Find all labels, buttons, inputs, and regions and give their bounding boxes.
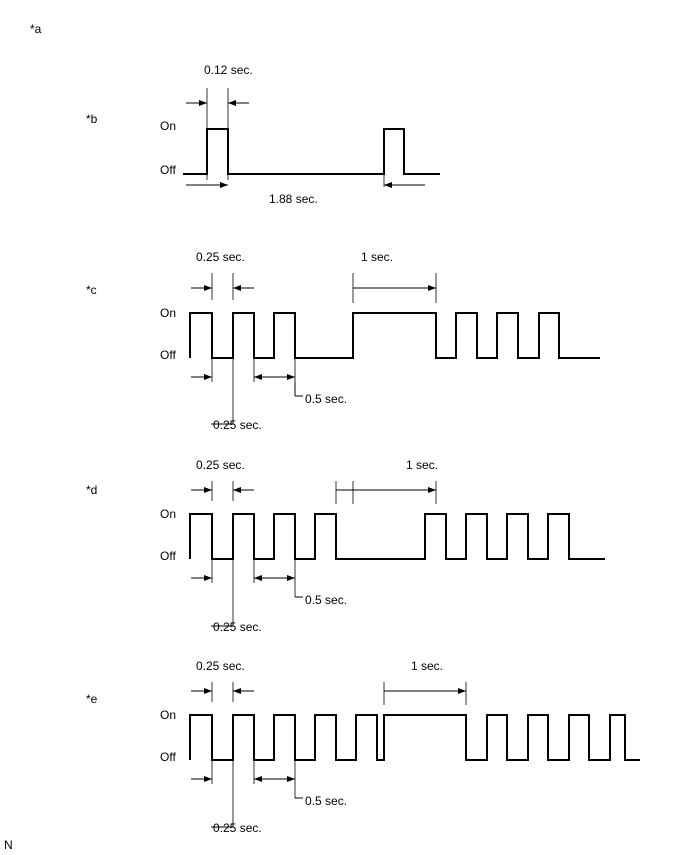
row-c-top-dim-label: 0.25 sec. bbox=[196, 250, 245, 264]
row-d-top-dim2-label: 1 sec. bbox=[406, 458, 439, 472]
row-b-bottom-dim-label: 1.88 sec. bbox=[269, 192, 318, 206]
row-b-on-label: On bbox=[160, 119, 177, 133]
row-e-leader2-label: 0.25 sec. bbox=[213, 821, 262, 835]
row-d-off-label: Off bbox=[160, 549, 176, 563]
row-c-label: *c bbox=[86, 283, 97, 297]
row-e-off-label: Off bbox=[160, 750, 176, 764]
note-n: N bbox=[4, 838, 13, 852]
row-e-leader1-label: 0.5 sec. bbox=[305, 794, 348, 808]
row-c-leader2-label: 0.25 sec. bbox=[213, 418, 262, 432]
row-e-on-label: On bbox=[160, 708, 177, 722]
row-b-label: *b bbox=[86, 112, 98, 126]
row-b-off-label: Off bbox=[160, 163, 176, 177]
row-e-top-dim-label: 0.25 sec. bbox=[196, 659, 245, 673]
row-d-top-dim-label: 0.25 sec. bbox=[196, 458, 245, 472]
note-a: *a bbox=[30, 22, 42, 36]
row-b-top-dim-label: 0.12 sec. bbox=[204, 63, 253, 77]
row-d-leader1-label: 0.5 sec. bbox=[305, 593, 348, 607]
row-c-top-dim2-label: 1 sec. bbox=[361, 250, 394, 264]
row-e-top-dim2-label: 1 sec. bbox=[411, 659, 444, 673]
row-d-label: *d bbox=[86, 483, 98, 497]
row-e-label: *e bbox=[86, 692, 98, 706]
row-d-on-label: On bbox=[160, 507, 177, 521]
row-c-leader1-label: 0.5 sec. bbox=[305, 392, 348, 406]
row-d-leader2-label: 0.25 sec. bbox=[213, 620, 262, 634]
row-c-on-label: On bbox=[160, 306, 177, 320]
row-c-off-label: Off bbox=[160, 348, 176, 362]
